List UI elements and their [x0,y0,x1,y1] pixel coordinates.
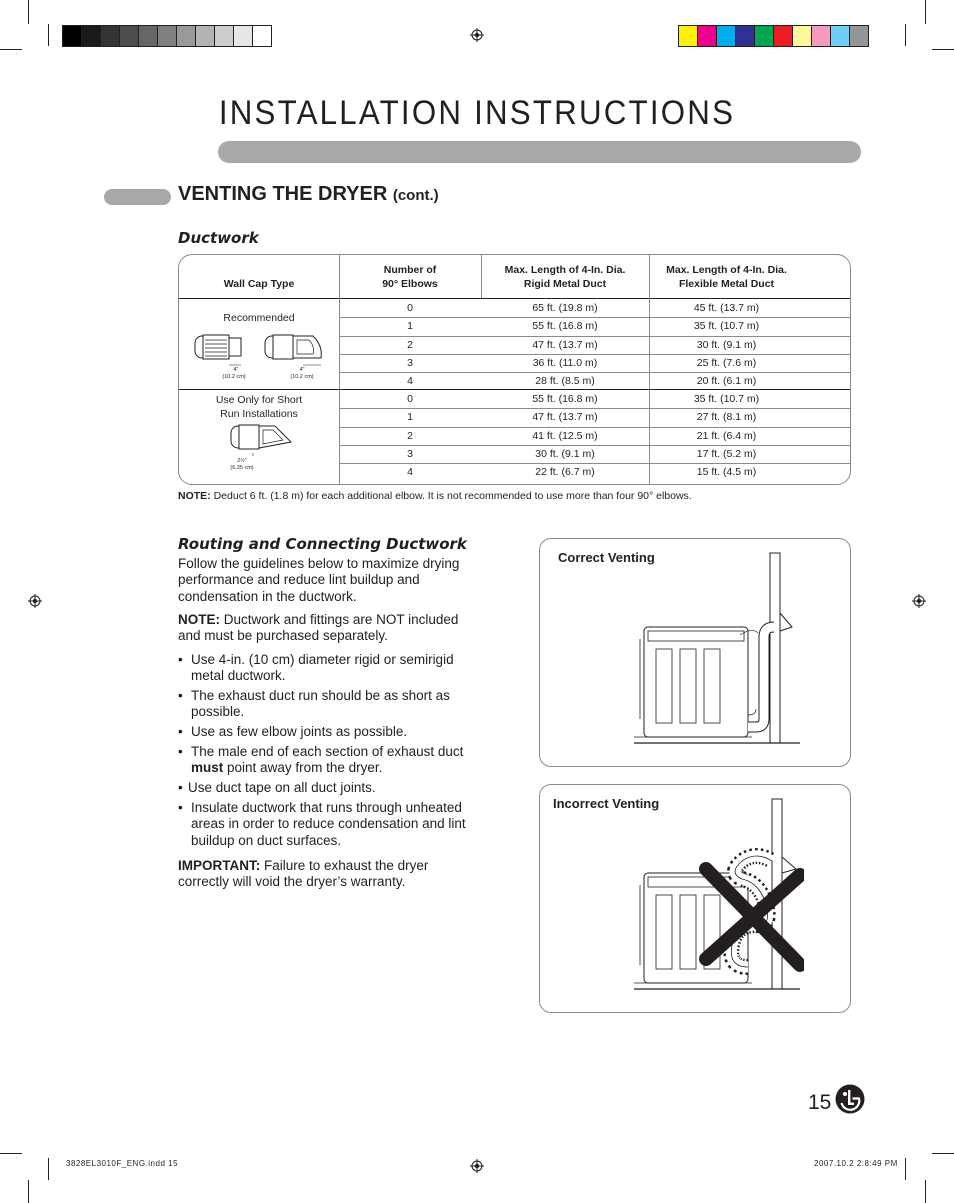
color-swatch [82,26,101,46]
table-cell: 45 ft. (13.7 m) [693,302,760,314]
table-cell: 2 [407,429,413,442]
crop-mark [0,1153,22,1154]
bullet: • [178,652,183,667]
ductwork-table [178,254,851,485]
list-item [178,688,478,722]
registration-mark-icon [470,1159,484,1173]
crop-mark [932,1153,954,1154]
color-swatch [717,26,736,46]
color-swatch [736,26,755,46]
short-hood-wall-cap-icon [229,422,295,458]
column-header-text: Number of [383,263,437,276]
color-swatch [139,26,158,46]
correct-venting-illustration [632,549,802,749]
crop-mark [932,49,954,50]
table-header [179,255,850,299]
color-swatch [196,26,215,46]
list-item-text-part: point away from the dryer. [227,760,383,776]
table-cell: 28 ft. (8.5 m) [535,375,595,388]
color-swatch [177,26,196,46]
crop-mark [48,1158,49,1180]
list-item-text-part: The male end of each section of exhaust duct [191,744,464,759]
section-title-text: VENTING THE DRYER [178,183,388,205]
title-rule-bar [218,141,861,163]
registration-mark-icon [912,594,926,608]
color-swatch [774,26,793,46]
bullet: • [178,780,183,795]
table-cell: 55 ft. (16.8 m) [532,320,598,333]
list-item-text: Use as few elbow joints as possible. [191,724,408,739]
list-item [178,744,478,778]
column-header-text: Rigid Metal Duct [523,277,607,290]
louvered-wall-cap-icon [191,332,255,370]
column-header-flexible [649,255,804,298]
column-header-text: Flexible Metal Duct [678,277,775,290]
crop-mark [0,49,22,50]
color-swatch [831,26,850,46]
important-notice [178,858,448,891]
table-cell: 20 ft. (6.1 m) [696,375,757,388]
bullet: • [178,724,183,739]
table-cell: 65 ft. (19.8 m) [532,302,598,314]
note-text: Deduct 6 ft. (1.8 m) for each additional elbow. It is not recommended to use more than four 90° elbows. [213,490,692,502]
crop-mark [925,0,926,24]
table-cell: 47 ft. (13.7 m) [532,338,598,351]
color-swatch [215,26,234,46]
color-swatch [253,26,271,46]
important-label: IMPORTANT: [178,858,261,873]
table-cell: 15 ft. (4.5 m) [696,466,757,479]
page-number: 15 [808,1091,832,1114]
routing-note-label: NOTE: [178,612,220,627]
list-item [178,652,478,686]
registration-mark-icon [28,594,42,608]
column-header-wall-cap [179,255,339,298]
dimension-label: 2½" [237,458,247,464]
color-swatch [698,26,717,46]
table-cell: 35 ft. (10.7 m) [693,393,760,405]
figure-label: Incorrect Venting [553,796,660,811]
table-cell: 21 ft. (6.4 m) [696,429,757,442]
dimension-label: (10.2 cm) [222,374,246,380]
important-text: Failure to exhaust the dryer correctly will void the dryer’s warranty. [178,858,429,890]
table-cell: 2 [407,338,413,351]
bullet: • [178,688,183,703]
table-cell: 22 ft. (6.7 m) [535,466,595,479]
table-cell: 3 [407,447,413,460]
lg-logo-text [0,0,1,1]
correct-venting-figure [539,538,851,767]
list-item-text: Use duct tape on all duct joints. [188,780,376,795]
list-item-text: Insulate ductwork that runs through unheated areas in order to reduce condensation and lint buildup on duct surfaces. [191,800,466,848]
color-swatch [850,26,868,46]
table-cell: 4 [407,375,413,388]
column-header-text: Max. Length of 4-In. Dia. [666,263,787,276]
column-header-text: Max. Length of 4-In. Dia. [504,263,626,276]
table-cell: 4 [407,466,413,479]
routing-note [178,612,478,645]
crop-mark [48,24,49,46]
column-header-elbows [339,255,481,298]
column-header-rigid [481,255,649,298]
figure-label: Correct Venting [558,550,655,565]
grayscale-color-bar [62,25,272,47]
color-swatch [234,26,253,46]
list-item [178,800,478,852]
section-title [178,183,439,206]
table-cell: 0 [407,302,413,314]
lg-logo-icon [835,1084,865,1114]
short-run-label-line: Run Installations [220,408,298,420]
list-item-emphasis: must [191,760,224,776]
column-header-text: Wall Cap Type [223,277,295,290]
dimension-label: (6.35 cm) [230,465,254,471]
list-item-text: Use 4-in. (10 cm) diameter rigid or semirigid metal ductwork. [191,652,454,684]
crop-mark [905,24,906,46]
short-run-label [179,393,339,421]
table-cell: 17 ft. (5.2 m) [696,447,757,460]
table-cell: 55 ft. (16.8 m) [532,393,598,405]
hood-wall-cap-icon [263,332,329,370]
list-item-text: The exhaust duct run should be as short as possible. [191,688,450,720]
crop-mark [28,1180,29,1203]
bullet: • [178,744,183,759]
color-swatch [755,26,774,46]
table-cell: 36 ft. (11.0 m) [532,356,598,369]
ductwork-heading: Ductwork [178,229,259,247]
section-title-suffix: (cont.) [392,187,439,204]
table-cell: 27 ft. (8.1 m) [696,411,757,424]
color-swatch [158,26,177,46]
routing-intro: Follow the guidelines below to maximize drying performance and reduce lint buildup and condensation in the ductwork. [178,556,460,604]
footer-timestamp: 2007.10.2 2:8:49 PM [814,1159,898,1168]
color-swatch [812,26,831,46]
table-cell: 1 [407,411,413,424]
footer-file-info: 3828EL3010F_ENG.indd 15 [66,1159,179,1168]
section-marker [104,189,171,205]
registration-mark-icon [470,28,484,42]
crop-mark [28,0,29,24]
list-item [178,780,478,798]
table-cell: 35 ft. (10.7 m) [693,320,760,333]
bullet: • [178,800,183,815]
color-swatch [101,26,120,46]
process-color-bar [678,25,869,47]
column-divider [481,255,482,298]
table-cell: 47 ft. (13.7 m) [532,411,598,424]
color-swatch [679,26,698,46]
dimension-label: (10.2 cm) [290,374,314,380]
table-cell: 1 [407,320,413,333]
table-note [178,490,692,502]
incorrect-venting-illustration [632,795,804,995]
dimension-label: 4" [233,367,239,373]
table-cell: 30 ft. (9.1 m) [696,338,757,351]
color-swatch [793,26,812,46]
color-swatch [63,26,82,46]
recommended-label: Recommended [223,312,295,324]
crop-mark [925,1180,926,1203]
table-cell: 0 [407,393,413,405]
table-cell: 30 ft. (9.1 m) [535,447,595,460]
table-cell: 3 [407,356,413,369]
list-item-text [191,744,481,777]
list-item [178,724,478,742]
crop-mark [905,1158,906,1180]
short-run-label-line: Use Only for Short [215,394,303,406]
note-label: NOTE: [178,490,211,502]
table-cell: 41 ft. (12.5 m) [532,429,598,442]
dimension-label: 4" [299,367,305,373]
routing-note-text: Ductwork and fittings are NOT included and must be purchased separately. [178,612,459,644]
column-header-text: 90° Elbows [382,277,438,290]
incorrect-venting-figure [539,784,851,1013]
routing-heading: Routing and Connecting Ductwork [178,535,467,553]
table-cell: 25 ft. (7.6 m) [696,356,757,369]
color-swatch [120,26,139,46]
page-title: INSTALLATION INSTRUCTIONS [218,94,736,132]
